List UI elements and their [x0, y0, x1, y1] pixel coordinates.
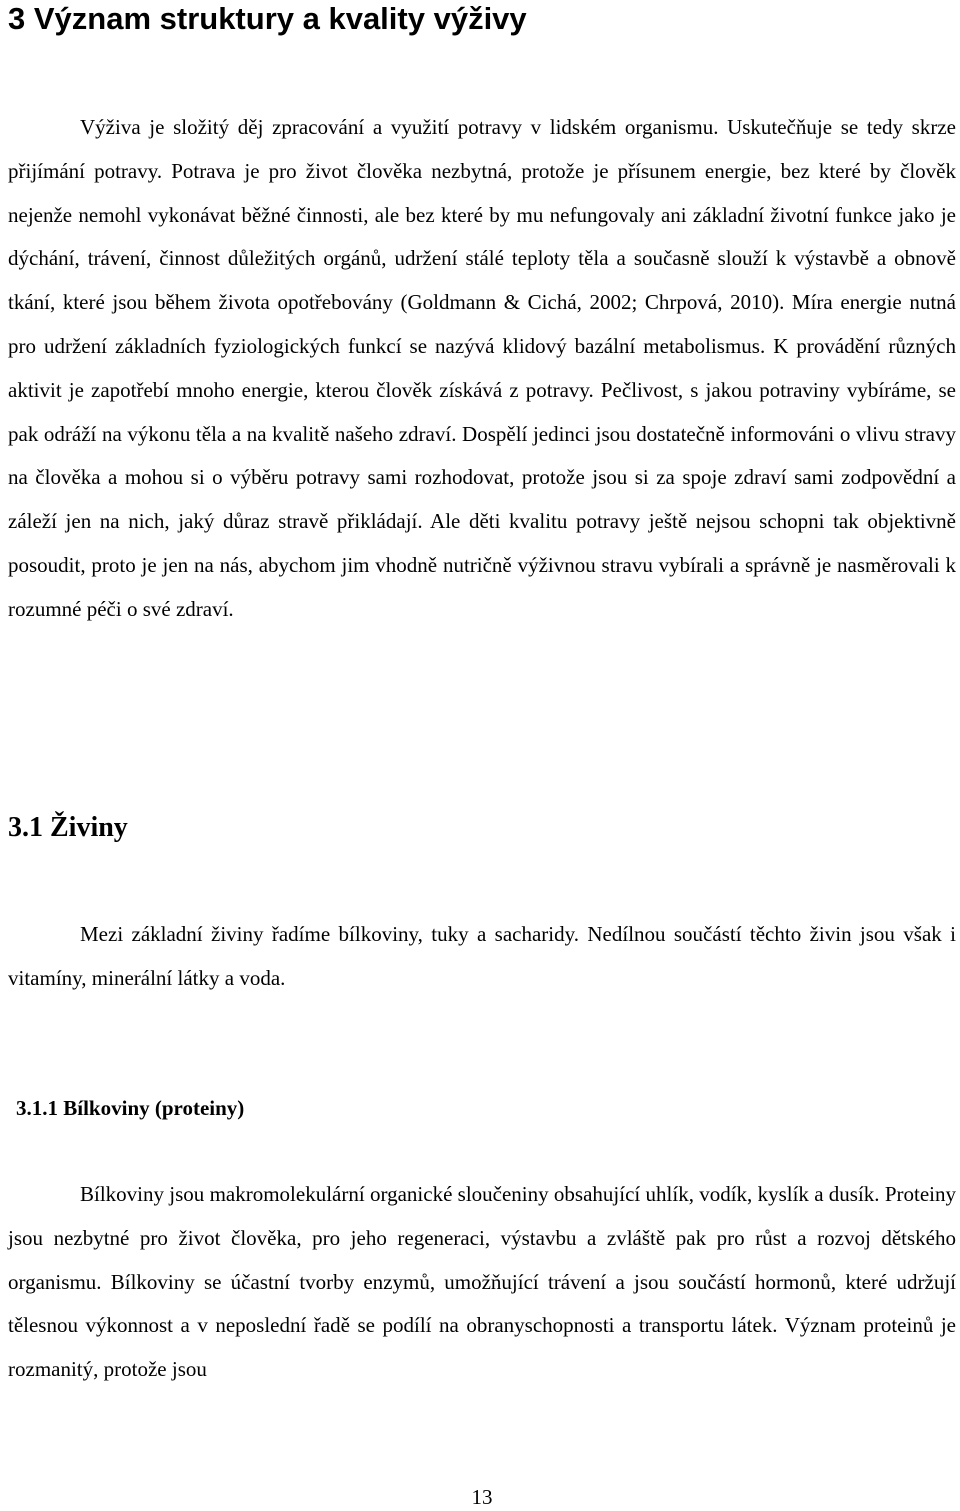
chapter-heading: 3 Význam struktury a kvality výživy: [8, 1, 527, 36]
section-heading: 3.1 Živiny: [8, 812, 128, 843]
paragraph-nutrition-intro: Výživa je složitý děj zpracování a využití potravy v lidském organismu. Uskutečňuje se tedy skrze přijímání potravy. Potrava je pro život člověka nezbytná, protože je přísunem energie, bez které by člověk nejenže nemohl vykonávat běžné činnosti, ale bez které by mu nefungovaly ani základní životní funkce jako je dýchání, trávení, činnost důležitých orgánů, udržení stálé teploty těla a současně slouží k výstavbě a obnově tkání, které jsou během života opotřebovány (Goldmann & Cichá, 2002; Chrpová, 2010). Míra energie nutná pro udržení základních fyziologických funkcí se nazývá klidový bazální metabolismus. K provádění různých aktivit je zapotřebí mnoho energie, kterou člověk získává z potravy. Pečlivost, s jakou potraviny vybíráme, se pak odráží na výkonu těla a na kvalitě našeho zdraví. Dospělí jedinci jsou dostatečně informováni o vlivu stravy na člověka a mohou si o výběru potravy sami rozhodovat, protože jsou si za spoje zdraví sami zodpovědní a záleží jen na nich, jaký důraz stravě přikládají. Ale děti kvalitu potravy ještě nejsou schopni tak objektivně posoudit, proto je jen na nás, abychom jim vhodně nutričně výživnou stravu vybírali a správně je nasměrovali k rozumné péči o své zdraví.: [8, 115, 956, 621]
page-number: 13: [471, 1485, 493, 1509]
subsection-heading: 3.1.1 Bílkoviny (proteiny): [16, 1096, 245, 1120]
paragraph-proteins: Bílkoviny jsou makromolekulární organické sloučeniny obsahující uhlík, vodík, kyslík a dusík. Proteiny jsou nezbytné pro život člověka, pro jeho regeneraci, výstavbu a zvláště pak pro růst a rozvoj dětského organismu. Bílkoviny se účastní tvorby enzymů, umožňující trávení a jsou součástí hormonů, které udržují tělesnou výkonnost a v neposlední řadě se podílí na obranyschopnosti a transportu látek. Význam proteinů je rozmanitý, protože jsou: [8, 1182, 956, 1382]
paragraph-nutrients: Mezi základní živiny řadíme bílkoviny, tuky a sacharidy. Nedílnou součástí těchto živin jsou však i vitamíny, minerální látky a voda.: [8, 922, 956, 990]
